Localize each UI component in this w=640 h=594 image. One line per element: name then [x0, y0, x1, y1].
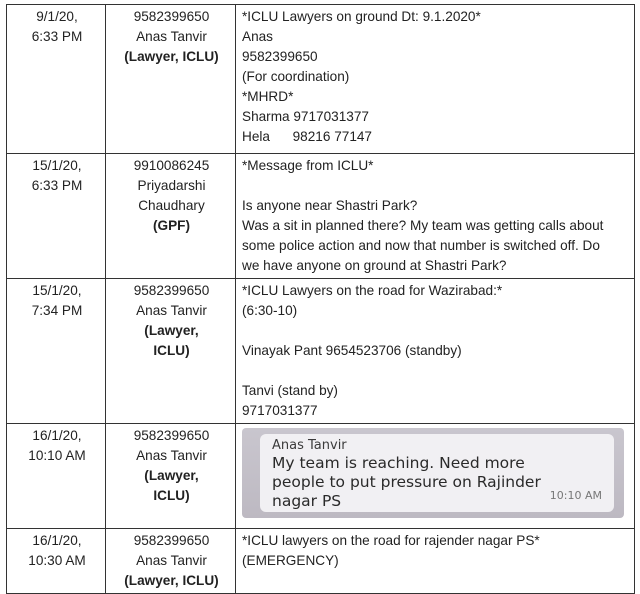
chat-text-line: people to put pressure on Rajinder	[272, 473, 541, 491]
message-line: (For coordination)	[242, 69, 350, 84]
sender-cell	[106, 154, 236, 279]
message-line: Is anyone near Shastri Park?	[242, 198, 418, 213]
time-text: 6:33 PM	[31, 178, 83, 193]
phone-number: 9910086245	[133, 158, 210, 173]
chat-sender-name: Anas Tanvir	[272, 438, 347, 453]
sender-org: (Lawyer, ICLU)	[124, 573, 219, 588]
sender-org: (Lawyer,	[144, 323, 199, 338]
message-line: 9582399650	[242, 49, 318, 64]
time-text: 10:10 AM	[28, 448, 86, 463]
phone-number: 9582399650	[133, 283, 210, 298]
table-row	[7, 424, 635, 529]
message-cell	[236, 279, 635, 424]
date-text: 15/1/20,	[32, 283, 82, 298]
phone-number: 9582399650	[133, 533, 210, 548]
message-line: Hela 98216 77147	[242, 129, 372, 144]
date-cell	[7, 424, 106, 529]
sender-name: Anas Tanvir	[136, 29, 207, 44]
date-cell	[7, 529, 106, 594]
sender-name: Chaudhary	[138, 198, 205, 213]
message-cell	[236, 529, 635, 594]
message-line: Anas	[242, 29, 273, 44]
message-line: Vinayak Pant 9654523706 (standby)	[242, 343, 462, 358]
chat-text-line: nagar PS	[272, 492, 342, 510]
sender-org: ICLU)	[153, 488, 190, 503]
message-line	[242, 176, 630, 196]
sender-name: Anas Tanvir	[136, 448, 207, 463]
message-line: 9717031377	[242, 403, 318, 418]
message-line: some police action and now that number is switched off. Do	[242, 238, 600, 253]
message-line: (6:30-10)	[242, 303, 298, 318]
table-row	[7, 154, 635, 279]
message-line: we have anyone on ground at Shastri Park?	[242, 258, 507, 273]
message-cell	[236, 5, 635, 154]
date-cell	[7, 154, 106, 279]
table-row	[7, 5, 635, 154]
time-text: 6:33 PM	[31, 29, 83, 44]
message-log-table	[6, 4, 635, 594]
chat-timestamp: 10:10 AM	[549, 489, 602, 502]
sender-name: Priyadarshi	[137, 178, 206, 193]
message-line: Tanvi (stand by)	[242, 383, 338, 398]
time-text: 10:30 AM	[28, 553, 86, 568]
message-cell	[236, 154, 635, 279]
table-row	[7, 279, 635, 424]
message-line: *ICLU lawyers on the road for rajender nagar PS*	[242, 533, 540, 548]
date-text: 15/1/20,	[32, 158, 82, 173]
date-cell	[7, 5, 106, 154]
sender-name: Anas Tanvir	[136, 303, 207, 318]
message-line: Was a sit in planned there? My team was getting calls about	[242, 218, 604, 233]
phone-number: 9582399650	[133, 428, 210, 443]
message-line: *Message from ICLU*	[242, 158, 374, 173]
time-text: 7:34 PM	[31, 303, 83, 318]
date-text: 16/1/20,	[32, 533, 82, 548]
date-text: 16/1/20,	[32, 428, 82, 443]
chat-text-line: My team is reaching. Need more	[272, 454, 525, 472]
date-text: 9/1/20,	[36, 9, 78, 24]
sender-cell	[106, 5, 236, 154]
sender-name: Anas Tanvir	[136, 553, 207, 568]
table-row	[7, 529, 635, 594]
chat-screenshot	[242, 428, 624, 518]
chat-bubble	[260, 434, 614, 512]
phone-number: 9582399650	[133, 9, 210, 24]
sender-org: (Lawyer, ICLU)	[124, 49, 219, 64]
sender-org: (GPF)	[153, 218, 190, 233]
sender-cell	[106, 424, 236, 529]
message-line: (EMERGENCY)	[242, 553, 339, 568]
sender-org: (Lawyer,	[144, 468, 199, 483]
message-line: *ICLU Lawyers on ground Dt: 9.1.2020*	[242, 9, 481, 24]
message-line	[242, 361, 630, 381]
message-cell	[236, 424, 635, 529]
sender-cell	[106, 279, 236, 424]
sender-org: ICLU)	[153, 343, 190, 358]
message-line: Sharma 9717031377	[242, 109, 369, 124]
date-cell	[7, 279, 106, 424]
message-line	[242, 321, 630, 341]
sender-cell	[106, 529, 236, 594]
message-line: *MHRD*	[242, 89, 294, 104]
message-line: *ICLU Lawyers on the road for Wazirabad:*	[242, 283, 503, 298]
